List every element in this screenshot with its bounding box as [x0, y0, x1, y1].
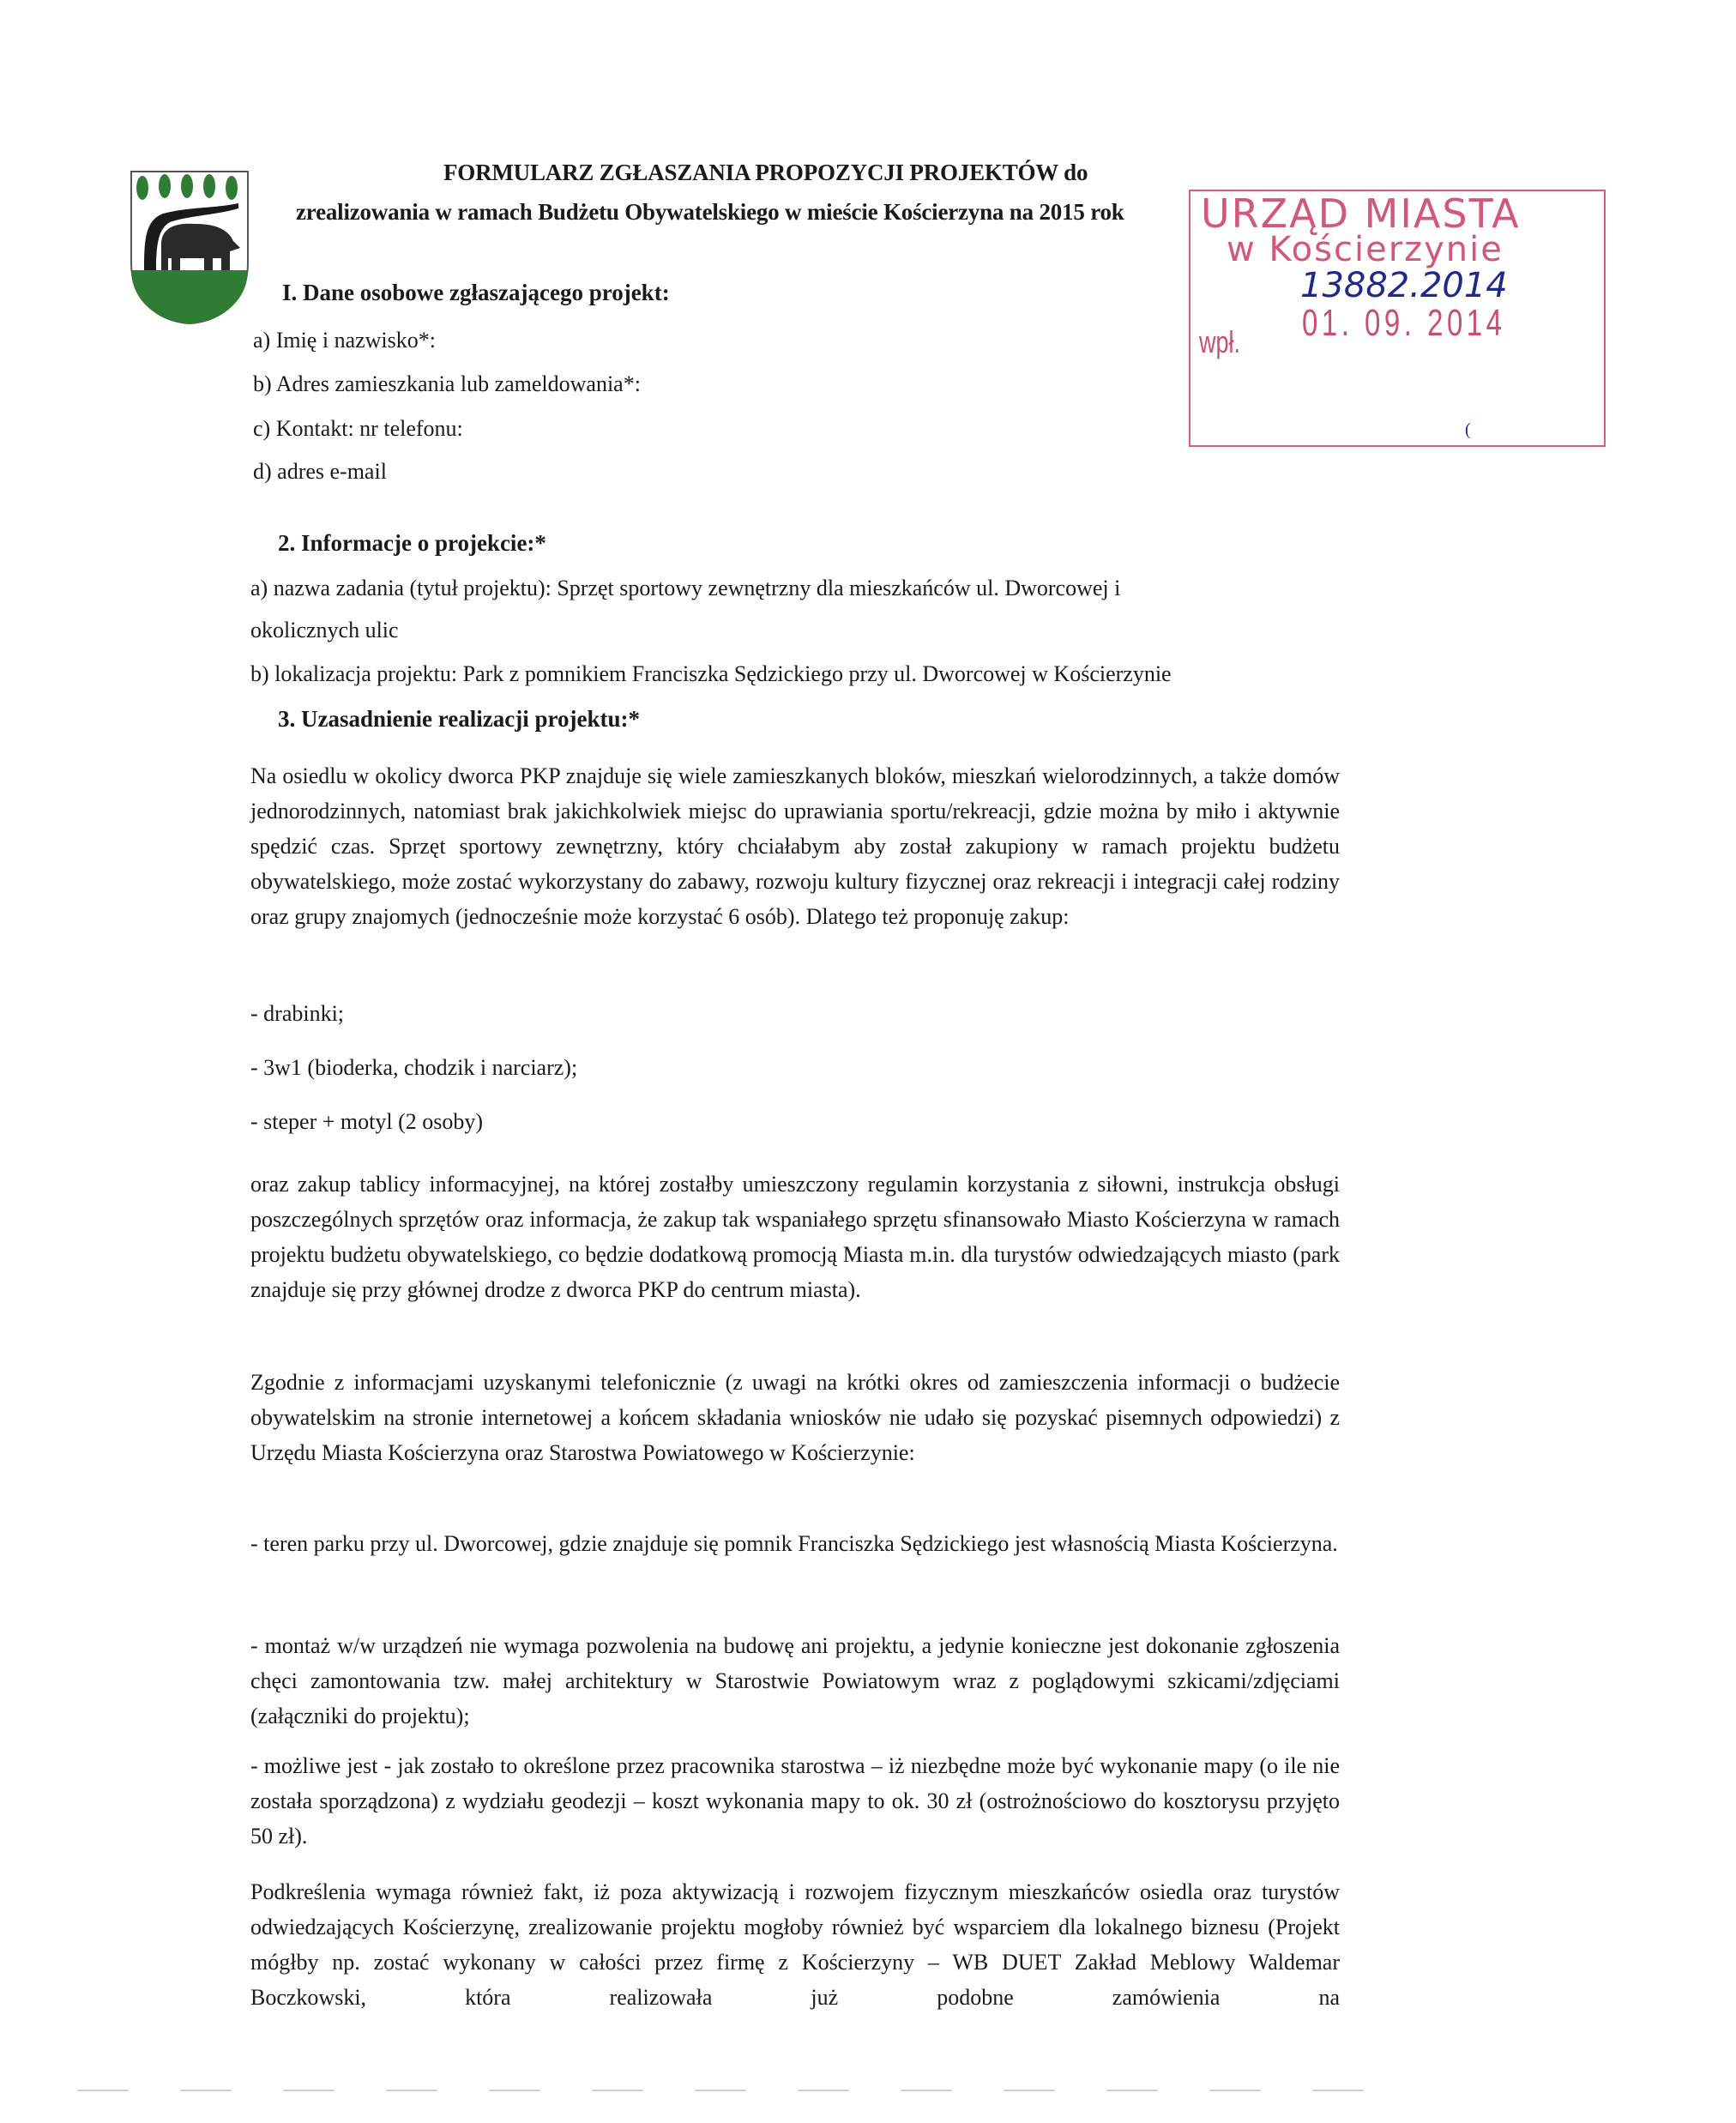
justification-paragraph-1: Na osiedlu w okolicy dworca PKP znajduje się wiele zamieszkanych bloków, mieszkań wielorodzinnych, a także domów jednorodzinnych, natomiast brak jakichkolwiek miejsc do uprawiania sportu/rekreacji, gdzie można by miło i aktywnie spędzić czas. Sprzęt sportowy zewnętrzny, który chciałabym aby został zakupiony w ramach projektu budżetu obywatelskiego, może zostać wykorzystany do zabawy, rozwoju kultury fizycznej oraz rekreacji i integracji całej rodziny oraz grupy znajomych (jednocześnie może korzystać 6 osób). Dlatego też proponuję zakup:	[250, 763, 1340, 929]
stamp-handwritten-mark: (	[1465, 420, 1471, 439]
field-address-label: b) Adres zamieszkania lub zameldowania*:	[253, 371, 641, 396]
ownership-point: - teren parku przy ul. Dworcowej, gdzie znajduje się pomnik Franciszka Sędzickiego jest własnością Miasta Kościerzyna.	[250, 1531, 1338, 1556]
list-item: - steper + motyl (2 osoby)	[250, 1109, 484, 1134]
map-cost-point: - możliwe jest - jak zostało to określone przez pracownika starostwa – iż niezbędne może być wykonanie mapy (o ile nie została sporządzona) z wydziału geodezji – koszt wykonania mapy to ok. 30 zł (ostrożnościowo do kosztorysu przyjęto 50 zł).	[250, 1753, 1340, 1849]
project-name-line1: a) nazwa zadania (tytuł projektu): Sprzęt sportowy zewnętrzny dla mieszkańców ul. Dworcowej i	[250, 576, 1121, 600]
stamp-date: 01. 09. 2014	[1302, 302, 1506, 344]
field-phone-label: c) Kontakt: nr telefonu:	[253, 416, 463, 441]
permit-point: - montaż w/w urządzeń nie wymaga pozwolenia na budowę ani projektu, a jedynie konieczne jest dokonanie zgłoszenia chęci zamontowania tzw. małej architektury w Starostwie Powiatowym wraz z poglądowymi szkicami/zdjęciami (załączniki do projektu);	[250, 1633, 1340, 1728]
list-item: - drabinki;	[250, 1001, 345, 1026]
field-email-label: d) adres e-mail	[253, 459, 387, 484]
section3-heading: 3. Uzasadnienie realizacji projektu:*	[278, 706, 640, 732]
section2-heading: 2. Informacje o projekcie:*	[278, 530, 546, 556]
justification-paragraph-2: oraz zakup tablicy informacyjnej, na której zostałby umieszczony regulamin korzystania z siłowni, instrukcja obsługi poszczególnych sprzętów oraz informacja, że zakup tak wspaniałego sprzętu sfinansowało Miasto Kościerzyna w ramach projektu budżetu obywatelskiego, co będzie dodatkową promocją Miasta m.in. dla turystów odwiedzających miasto (park znajduje się przy głównej drodze z dworca PKP do centrum miasta).	[250, 1172, 1340, 1302]
list-item: - 3w1 (bioderka, chodzik i narciarz);	[250, 1055, 578, 1080]
form-title-line2: zrealizowania w ramach Budżetu Obywatelskiego w mieście Kościerzyna na 2015 rok	[296, 199, 1124, 225]
project-name-line2: okolicznych ulic	[250, 618, 399, 642]
koscierzyna-coat-of-arms-icon	[129, 169, 250, 325]
page-bottom-edge	[77, 2090, 1415, 2091]
justification-paragraph-3: Zgodnie z informacjami uzyskanymi telefonicznie (z uwagi na krótki okres od zamieszczenia informacji o budżecie obywatelskim na stronie internetowej a końcem składania wniosków nie udało się pozyskać pisemnych odpowiedzi) z Urzędu Miasta Kościerzyna oraz Starostwa Powiatowego w Kościerzynie:	[250, 1370, 1340, 1465]
section1-heading: I. Dane osobowe zgłaszającego projekt:	[282, 280, 670, 305]
field-name-label: a) Imię i nazwisko*:	[253, 328, 436, 353]
form-title-line1: FORMULARZ ZGŁASZANIA PROPOZYCJI PROJEKTÓW do	[443, 160, 1088, 185]
justification-paragraph-4: Podkreślenia wymaga również fakt, iż poza aktywizacją i rozwojem fizycznym mieszkańców osiedla oraz turystów odwiedzających Kościerzynę, zrealizowanie projektu mogłoby również być wsparciem dla lokalnego biznesu (Projekt mógłby np. zostać wykonany w całości przez firmę z Kościerzyny – WB DUET Zakład Meblowy Waldemar Boczkowski, która realizowała już podobne zamówienia na	[250, 1879, 1340, 2010]
stamp-office-name: URZĄD MIASTA	[1201, 190, 1521, 237]
stamp-received-label: wpł.	[1199, 324, 1241, 359]
project-location: b) lokalizacja projektu: Park z pomnikiem Franciszka Sędzickiego przy ul. Dworcowej w Kościerzynie	[250, 661, 1172, 686]
stamp-city: w Kościerzynie	[1227, 230, 1504, 269]
stamp-registry-number: 13882.2014	[1300, 266, 1508, 305]
